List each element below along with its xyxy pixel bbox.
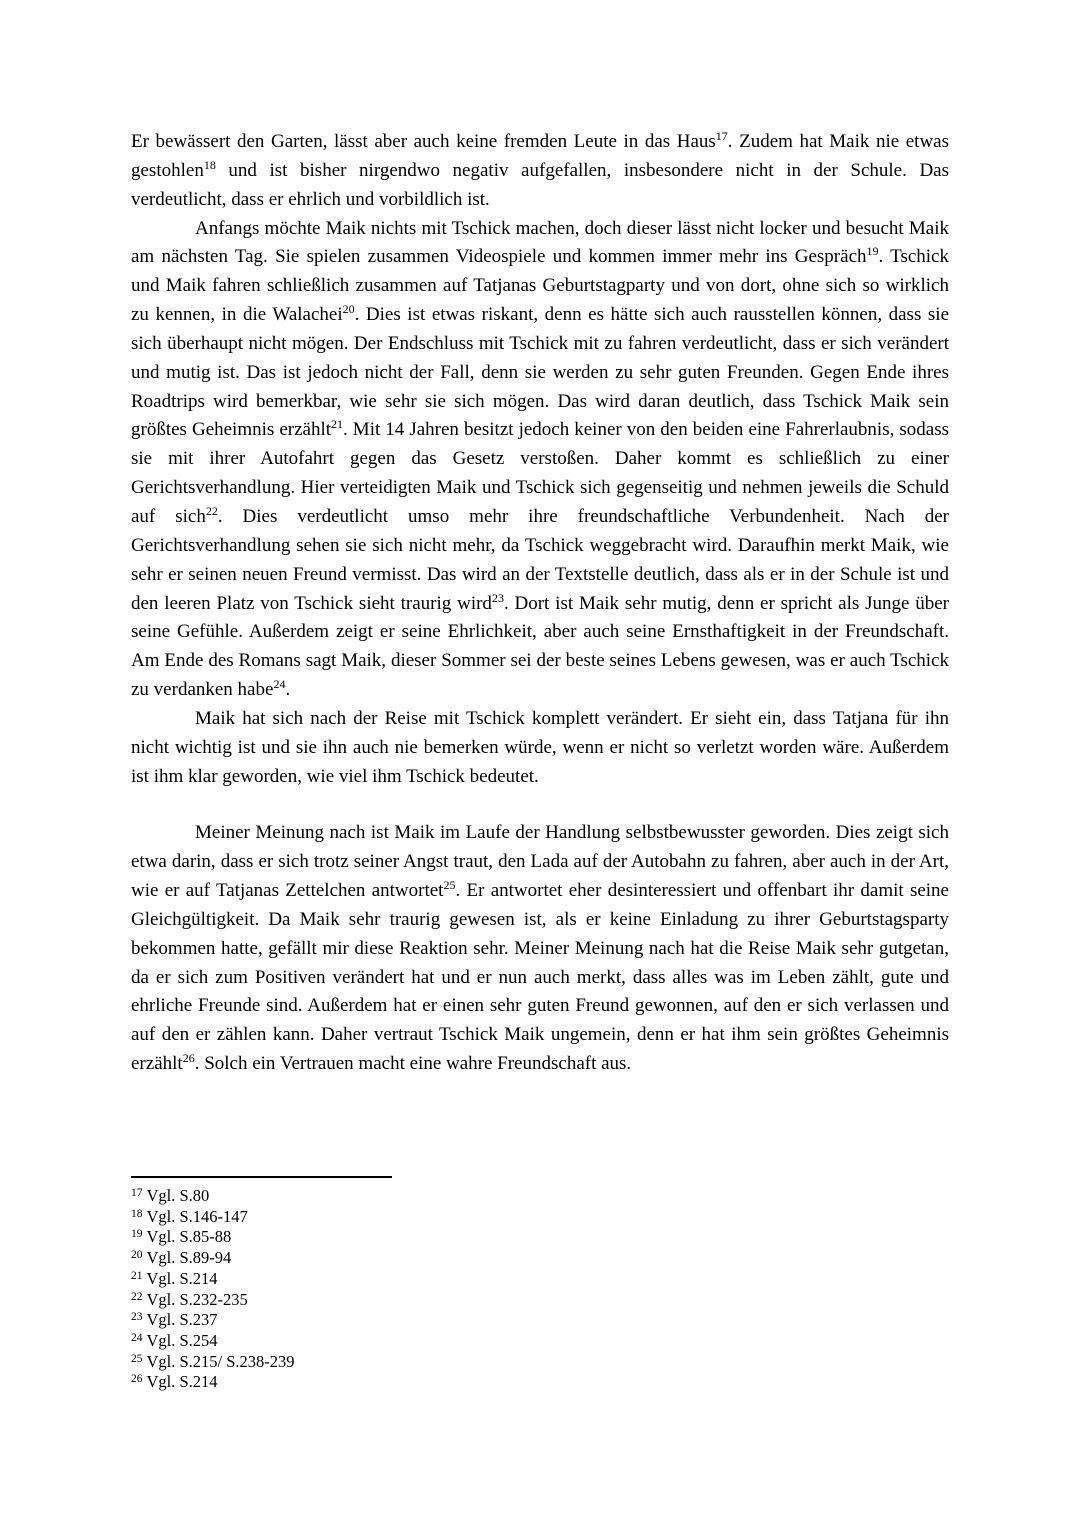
footnote-item — [131, 1227, 531, 1248]
footnote-reference: 25 — [443, 878, 456, 893]
body-text — [131, 128, 949, 1079]
footnote-number: 24 — [131, 1331, 143, 1344]
footnote-reference: 17 — [715, 129, 728, 143]
footnote-text: Vgl. S.85-88 — [146, 1227, 232, 1247]
text-run: . Tschick und Maik fahren schließlich zusammen auf Tatjanas Geburtstagparty und von dort, ohne sich so wirklich zu kennen, in die Walachei — [131, 246, 949, 326]
text-run: Anfangs möchte Maik nichts mit Tschick machen, doch dieser lässt nicht locker und besucht Maik am nächsten Tag. Sie spielen zusammen Videospiele und kommen immer mehr ins Gespräch — [131, 217, 949, 268]
footnote-number: 22 — [131, 1290, 143, 1303]
footnote-divider — [131, 1176, 392, 1178]
footnote-item — [131, 1269, 531, 1290]
footnote-text: Vgl. S.214 — [146, 1268, 218, 1288]
footnote-text: Vgl. S.215/ S.238-239 — [146, 1351, 295, 1371]
text-run: Er bewässert den Garten, lässt aber auch keine fremden Leute in das Haus — [131, 131, 716, 152]
paragraph — [131, 215, 949, 705]
footnote-text: Vgl. S.214 — [146, 1372, 218, 1392]
footnote-text: Vgl. S.146-147 — [146, 1206, 248, 1226]
footnote-number: 20 — [131, 1249, 143, 1262]
text-run: . Mit 14 Jahren besitzt jedoch keiner von den beiden eine Fahrerlaubnis, sodass sie mit ihrer Autofahrt gegen das Gesetz verstoßen. Daher kommt es schließlich zu einer Gerichtsverhandlung. Hier verteidigten Maik und Tschick sich gegenseitig und nehmen jeweils die Schuld auf sich — [131, 419, 949, 527]
paragraph — [131, 819, 949, 1079]
footnote-reference: 21 — [331, 417, 344, 432]
footnote-reference: 24 — [273, 677, 286, 692]
footnote-text: Vgl. S.254 — [146, 1330, 218, 1350]
footnote-item — [131, 1290, 531, 1311]
text-run: Meiner Meinung nach ist Maik im Laufe der Handlung selbstbewusster geworden. Dies zeigt sich etwa darin, dass er sich trotz seiner Angst traut, den Lada auf der Autobahn zu fahren, aber auch in der Art, wie er auf Tatjanas Zettelchen antwortet — [131, 822, 949, 902]
text-run: . Solch ein Vertrauen macht eine wahre Freundschaft aus. — [194, 1053, 632, 1075]
footnotes — [131, 1186, 531, 1393]
footnote-item — [131, 1372, 531, 1393]
footnote-number: 26 — [131, 1373, 143, 1386]
footnote-text: Vgl. S.237 — [146, 1310, 218, 1330]
footnote-number: 25 — [131, 1352, 143, 1365]
footnote-number: 18 — [131, 1207, 143, 1220]
footnote-reference: 26 — [182, 1051, 195, 1066]
footnote-number: 23 — [131, 1311, 143, 1324]
footnote-item — [131, 1248, 531, 1269]
text-run: . Zudem hat Maik nie etwas gestohlen — [131, 131, 949, 181]
footnote-reference: 23 — [491, 590, 504, 605]
text-run: . Dies verdeutlicht umso mehr ihre freundschaftliche Verbundenheit. Nach der Gerichtsverhandlung sehen sie sich nicht mehr, da Tschick weggebracht wird. Daraufhin merkt Maik, wie sehr er seinen neuen Freund vermisst. Das wird an der Textstelle deutlich, dass als er in der Schule ist und den leeren Platz von Tschick sieht traurig wird — [131, 505, 949, 614]
footnote-item — [131, 1186, 531, 1207]
paragraph — [131, 128, 949, 215]
footnote-reference: 20 — [342, 302, 355, 317]
paragraph — [131, 705, 949, 792]
footnote-item — [131, 1207, 531, 1228]
footnote-reference: 18 — [203, 157, 216, 172]
footnote-item — [131, 1331, 531, 1352]
footnote-item — [131, 1310, 531, 1331]
text-run: . Dort ist Maik sehr mutig, denn er spricht als Junge über seine Gefühle. Außerdem zeigt er seine Ehrlichkeit, aber auch seine Ernsthaftigkeit in der Freundschaft. Am Ende des Romans sagt Maik, dieser Sommer sei der beste seines Lebens gewesen, was er auch Tschick zu verdanken habe — [131, 592, 949, 701]
text-run: . — [285, 679, 291, 701]
text-run: . Er antwortet eher desinteressiert und offenbart ihr damit seine Gleichgültigkeit. Da Maik sehr traurig gewesen ist, als er keine Einladung zu ihrer Geburtstagsparty bekommen hatte, gefällt mir diese Reaktion sehr. Meiner Meinung nach hat die Reise Maik sehr gutgetan, da er sich zum Positiven verändert hat und er nun auch merkt, dass alles was im Leben zählt, gute und ehrliche Freunde sind. Außerdem hat er einen sehr guten Freund gewonnen, auf den er sich verlassen und auf den er zählen kann. Daher vertraut Tschick Maik ungemein, denn er hat ihm sein größtes Geheimnis erzählt — [131, 880, 949, 1075]
footnote-number: 21 — [131, 1269, 143, 1282]
footnote-number: 19 — [131, 1228, 143, 1241]
footnote-item — [131, 1352, 531, 1373]
footnote-text: Vgl. S.80 — [146, 1186, 210, 1205]
footnote-reference: 22 — [205, 503, 218, 518]
footnote-reference: 19 — [866, 244, 879, 259]
text-run: . Dies ist etwas riskant, denn es hätte sich auch rausstellen können, dass sie sich überhaupt nicht mögen. Der Endschluss mit Tschick mit zu fahren verdeutlicht, dass er sich verändert und mutig ist. Das ist jedoch nicht der Fall, denn sie werden zu sehr guten Freunden. Gegen Ende ihres Roadtrips wird bemerkbar, wie sehr sie sich mögen. Das wird daran deutlich, dass Tschick Maik sein größtes Geheimnis erzählt — [131, 304, 949, 441]
text-run: und ist bisher nirgendwo negativ aufgefallen, insbesondere nicht in der Schule. Das verdeutlicht, dass er ehrlich und vorbildlich ist. — [131, 159, 949, 210]
footnote-text: Vgl. S.89-94 — [146, 1248, 232, 1268]
footnote-number: 17 — [131, 1187, 143, 1199]
footnote-text: Vgl. S.232-235 — [146, 1289, 248, 1309]
text-run: Maik hat sich nach der Reise mit Tschick komplett verändert. Er sieht ein, dass Tatjana für ihn nicht wichtig ist und sie ihn auch nie bemerken würde, wenn er nicht so verletzt worden wäre. Außerdem ist ihm klar geworden, wie viel ihm Tschick bedeutet. — [131, 707, 949, 787]
